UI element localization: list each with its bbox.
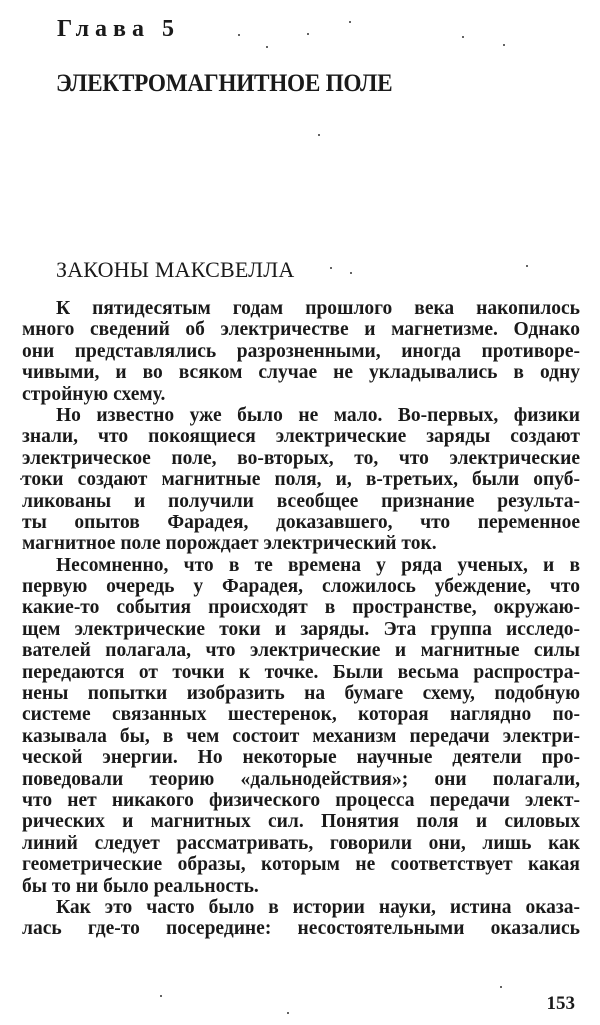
text-line: геометрические образы, которым не соответствует какая <box>22 854 580 876</box>
scan-speck <box>266 46 268 48</box>
scan-speck <box>160 995 162 997</box>
scan-speck <box>20 478 22 480</box>
text-line: чивыми, и во всяком случае не укладывались в одну <box>22 362 580 384</box>
scan-speck <box>462 36 464 38</box>
text-line: токи создают магнитные поля, и, в-третьих, были опуб- <box>22 469 580 491</box>
text-line: первую очередь у Фарадея, сложилось убеждение, что <box>22 576 580 598</box>
scan-speck <box>350 272 352 274</box>
text-line: Несомненно, что в те времена у ряда ученых, и в <box>56 554 580 576</box>
scan-speck <box>503 44 505 46</box>
page-number: 153 <box>546 993 575 1014</box>
text-line: лась где-то посередине: несостоятельными оказались <box>22 918 580 940</box>
text-line: электрическое поле, во-вторых, то, что электрические <box>22 447 580 469</box>
text-line: поведовали теорию «дальнодействия»; они полагали, <box>22 768 580 790</box>
text-line: стройную схему. <box>22 383 166 405</box>
text-line: ликованы и получили всеобщее признание результа- <box>22 490 580 512</box>
text-line: казывала бы, в чем состоит механизм передачи электри- <box>22 725 580 747</box>
text-line: рических и магнитных сил. Понятия поля и силовых <box>22 811 580 833</box>
scan-speck <box>349 21 351 23</box>
scan-speck <box>500 986 502 988</box>
text-line: Как это часто было в истории науки, истина оказа- <box>56 896 580 918</box>
text-line: ты опытов Фарадея, доказавшего, что переменное <box>22 511 580 533</box>
text-line: что нет никакого физического процесса передачи элект- <box>22 789 580 811</box>
body-text <box>22 298 580 940</box>
text-line: вателей полагала, что электрические и магнитные силы <box>22 640 580 662</box>
text-line: магнитное поле порождает электрический ток. <box>22 533 437 555</box>
text-line: знали, что покоящиеся электрические заряды создают <box>22 426 580 448</box>
text-line: щем электрические токи и заряды. Эта группа исследо- <box>22 618 580 640</box>
chapter-title: ЭЛЕКТРОМАГНИТНОЕ ПОЛЕ <box>56 70 393 97</box>
scan-speck <box>238 34 240 36</box>
scan-speck <box>330 267 332 269</box>
text-line: линий следует рассматривать, говорили они, лишь как <box>22 832 580 854</box>
text-line: нены попытки изобразить на бумаге схему, подобную <box>22 683 580 705</box>
text-line: они представлялись разрозненными, иногда противоре- <box>22 340 580 362</box>
text-line: много сведений об электричестве и магнетизме. Однако <box>22 319 580 341</box>
text-line: Но известно уже было не мало. Во-первых, физики <box>56 404 580 426</box>
scan-speck <box>287 1012 289 1014</box>
scan-speck <box>318 134 320 136</box>
text-line: ческой энергии. Но некоторые научные деятели про- <box>22 747 580 769</box>
text-line: бы то ни было реальность. <box>22 875 259 897</box>
scan-speck <box>307 33 309 35</box>
scan-speck <box>526 265 528 267</box>
section-title: ЗАКОНЫ МАКСВЕЛЛА <box>56 257 295 282</box>
chapter-label: Глава 5 <box>57 16 180 42</box>
text-line: К пятидесятым годам прошлого века накопилось <box>56 298 580 319</box>
text-line: системе связанных шестеренок, которая наглядно по- <box>22 704 580 726</box>
text-line: передаются от точки к точке. Были весьма распростра- <box>22 661 580 683</box>
text-line: какие-то события происходят в пространстве, окружаю- <box>22 597 580 619</box>
